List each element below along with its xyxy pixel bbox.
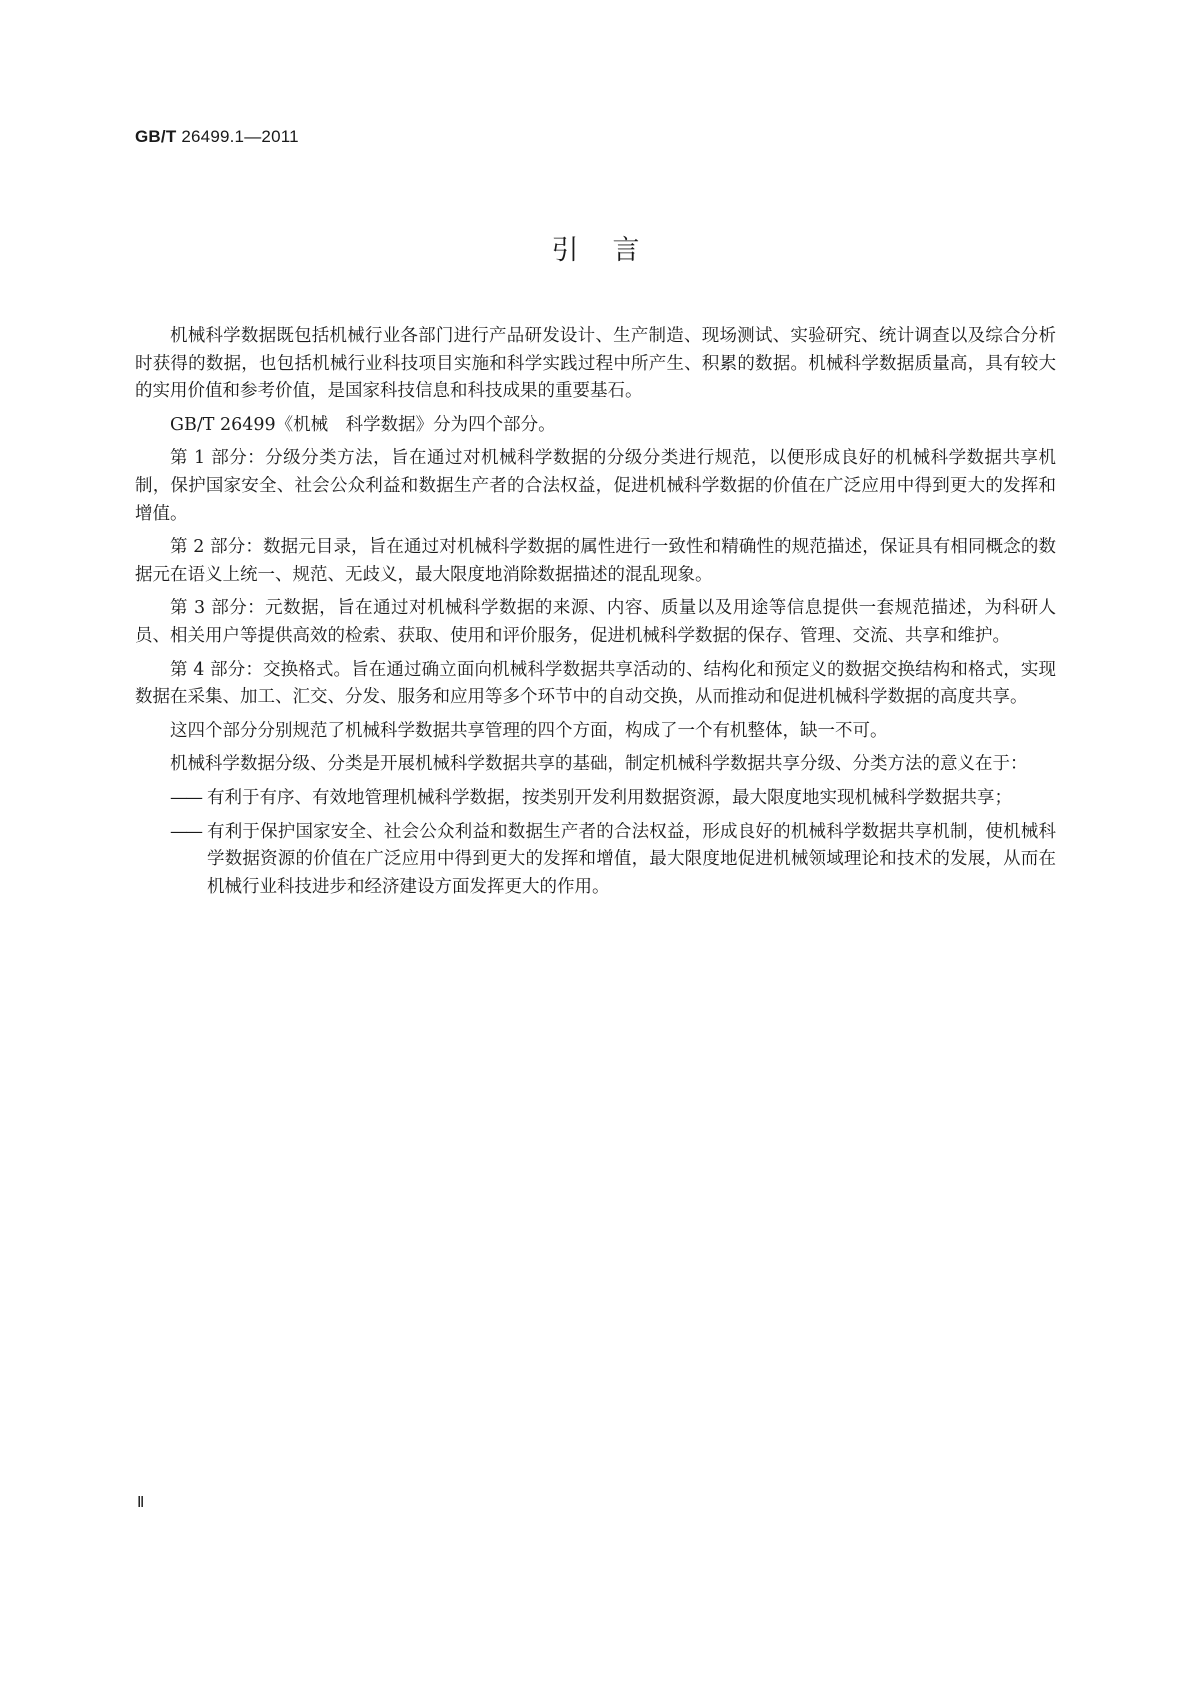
paragraph-part-4: 第 4 部分：交换格式。旨在通过确立面向机械科学数据共享活动的、结构化和预定义的数据交换结构和格式，实现数据在采集、加工、汇交、分发、服务和应用等多个环节中的自动交换，从而推动和促进机械科学数据的高度共享。 — [135, 659, 1056, 708]
list-item — [135, 819, 1056, 902]
list-dash: —— — [170, 821, 201, 842]
paragraph-intro: 机械科学数据既包括机械行业各部门进行产品研发设计、生产制造、现场测试、实验研究、统计调查以及综合分析时获得的数据，也包括机械行业科技项目实施和科学实践过程中所产生、积累的数据。机械科学数据质量高，具有较大的实用价值和参考价值，是国家科技信息和科技成果的重要基石。 — [135, 326, 1056, 402]
standard-number: 26499.1—2011 — [181, 127, 299, 146]
paragraph-significance: 机械科学数据分级、分类是开展机械科学数据共享的基础，制定机械科学数据共享分级、分类方法的意义在于： — [170, 754, 1028, 775]
page-title: 引言 — [551, 235, 674, 266]
paragraph-summary: 这四个部分分别规范了机械科学数据共享管理的四个方面，构成了一个有机整体，缺一不可。 — [170, 720, 888, 741]
list-item-text: 有利于保护国家安全、社会公众利益和数据生产者的合法权益，形成良好的机械科学数据共享机制，使机械科学数据资源的价值在广泛应用中得到更大的发挥和增值，最大限度地促进机械领域理论和技术的发展，从而在机械行业科技进步和经济建设方面发挥更大的作用。 — [207, 821, 1056, 897]
page-number: Ⅱ — [137, 1495, 145, 1511]
list-dash: —— — [170, 787, 201, 808]
paragraph-part-1: 第 1 部分：分级分类方法，旨在通过对机械科学数据的分级分类进行规范，以便形成良好的机械科学数据共享机制，保护国家安全、社会公众利益和数据生产者的合法权益，促进机械科学数据的价值在广泛应用中得到更大的发挥和增值。 — [135, 448, 1056, 524]
document-body — [135, 323, 1056, 907]
list-item — [135, 785, 1056, 813]
list-item-text: 有利于有序、有效地管理机械科学数据，按类别开发利用数据资源，最大限度地实现机械科学数据共享； — [207, 787, 1012, 808]
paragraph-parts-overview: GB/T 26499《机械 科学数据》分为四个部分。 — [170, 414, 556, 435]
paragraph-part-3: 第 3 部分：元数据，旨在通过对机械科学数据的来源、内容、质量以及用途等信息提供一套规范描述，为科研人员、相关用户等提供高效的检索、获取、使用和评价服务，促进机械科学数据的保存、管理、交流、共享和维护。 — [135, 598, 1056, 646]
standard-prefix: GB/T — [135, 127, 177, 146]
paragraph-part-2: 第 2 部分：数据元目录，旨在通过对机械科学数据的属性进行一致性和精确性的规范描述，保证具有相同概念的数据元在语义上统一、规范、无歧义，最大限度地消除数据描述的混乱现象。 — [135, 537, 1056, 585]
standard-code — [135, 127, 299, 147]
